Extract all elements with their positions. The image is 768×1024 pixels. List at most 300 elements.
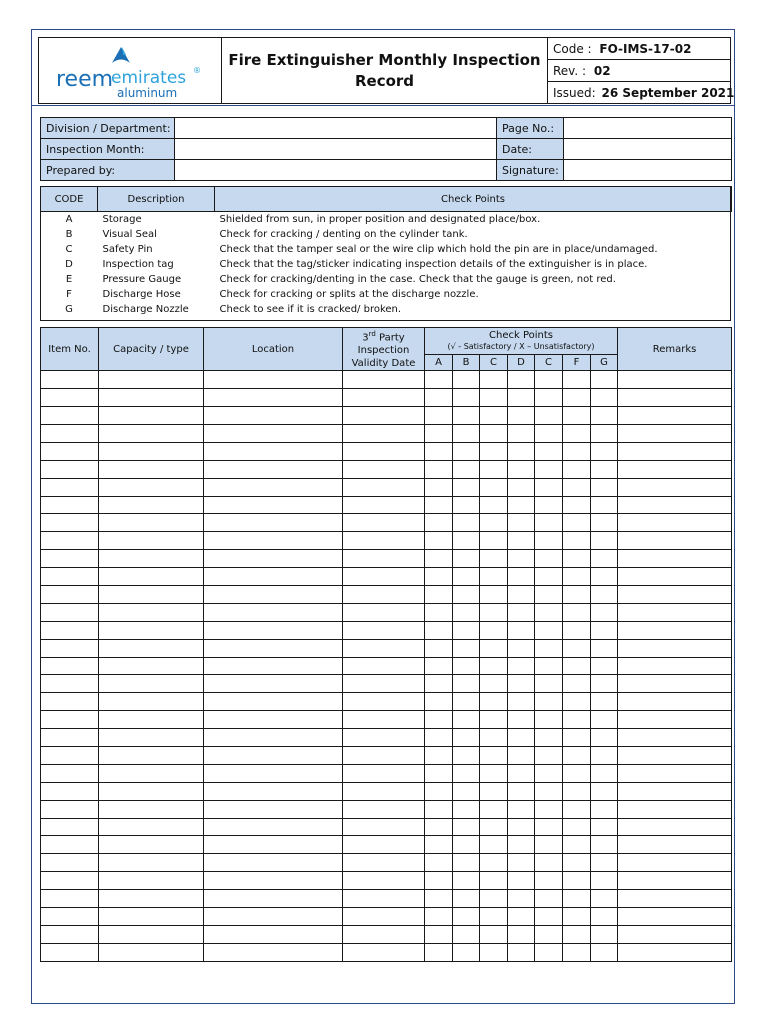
record-cell[interactable] <box>508 371 535 389</box>
record-cell[interactable] <box>480 854 508 872</box>
record-cell[interactable] <box>480 693 508 711</box>
record-cell[interactable] <box>508 639 535 657</box>
record-cell[interactable] <box>343 872 425 890</box>
record-cell[interactable] <box>343 854 425 872</box>
record-cell[interactable] <box>508 621 535 639</box>
record-cell[interactable] <box>425 782 453 800</box>
record-cell[interactable] <box>425 872 453 890</box>
record-cell[interactable] <box>204 872 343 890</box>
record-cell[interactable] <box>591 407 618 425</box>
record-cell[interactable] <box>453 586 480 604</box>
record-cell[interactable] <box>480 621 508 639</box>
record-cell[interactable] <box>535 514 563 532</box>
record-cell[interactable] <box>425 371 453 389</box>
record-cell[interactable] <box>425 586 453 604</box>
record-cell[interactable] <box>618 621 732 639</box>
record-cell[interactable] <box>343 371 425 389</box>
record-cell[interactable] <box>204 425 343 443</box>
record-cell[interactable] <box>535 371 563 389</box>
record-cell[interactable] <box>425 407 453 425</box>
record-cell[interactable] <box>343 675 425 693</box>
record-cell[interactable] <box>453 800 480 818</box>
record-cell[interactable] <box>99 496 204 514</box>
record-cell[interactable] <box>563 943 591 961</box>
record-cell[interactable] <box>99 925 204 943</box>
record-cell[interactable] <box>563 908 591 926</box>
record-cell[interactable] <box>563 532 591 550</box>
record-cell[interactable] <box>425 800 453 818</box>
record-cell[interactable] <box>453 496 480 514</box>
record-cell[interactable] <box>591 908 618 926</box>
record-cell[interactable] <box>204 514 343 532</box>
record-cell[interactable] <box>563 442 591 460</box>
record-cell[interactable] <box>618 586 732 604</box>
record-cell[interactable] <box>563 639 591 657</box>
record-cell[interactable] <box>425 836 453 854</box>
record-cell[interactable] <box>480 514 508 532</box>
record-cell[interactable] <box>453 711 480 729</box>
record-cell[interactable] <box>204 496 343 514</box>
record-cell[interactable] <box>563 389 591 407</box>
record-cell[interactable] <box>618 407 732 425</box>
record-cell[interactable] <box>41 782 99 800</box>
record-cell[interactable] <box>591 371 618 389</box>
record-cell[interactable] <box>425 514 453 532</box>
record-cell[interactable] <box>508 407 535 425</box>
record-cell[interactable] <box>618 568 732 586</box>
record-cell[interactable] <box>204 371 343 389</box>
record-cell[interactable] <box>343 782 425 800</box>
record-cell[interactable] <box>535 890 563 908</box>
record-cell[interactable] <box>563 586 591 604</box>
record-cell[interactable] <box>535 550 563 568</box>
record-cell[interactable] <box>343 550 425 568</box>
record-cell[interactable] <box>41 371 99 389</box>
record-cell[interactable] <box>618 371 732 389</box>
record-cell[interactable] <box>591 621 618 639</box>
record-cell[interactable] <box>99 764 204 782</box>
record-cell[interactable] <box>618 603 732 621</box>
record-cell[interactable] <box>535 442 563 460</box>
record-cell[interactable] <box>535 675 563 693</box>
record-cell[interactable] <box>343 711 425 729</box>
record-cell[interactable] <box>480 747 508 765</box>
record-cell[interactable] <box>535 407 563 425</box>
record-cell[interactable] <box>508 389 535 407</box>
record-cell[interactable] <box>591 693 618 711</box>
record-cell[interactable] <box>618 675 732 693</box>
record-cell[interactable] <box>535 872 563 890</box>
record-cell[interactable] <box>425 639 453 657</box>
record-cell[interactable] <box>204 908 343 926</box>
record-cell[interactable] <box>480 943 508 961</box>
record-cell[interactable] <box>563 371 591 389</box>
record-cell[interactable] <box>618 872 732 890</box>
record-cell[interactable] <box>508 675 535 693</box>
record-cell[interactable] <box>453 693 480 711</box>
record-cell[interactable] <box>563 496 591 514</box>
record-cell[interactable] <box>204 729 343 747</box>
record-cell[interactable] <box>99 943 204 961</box>
record-cell[interactable] <box>618 442 732 460</box>
record-cell[interactable] <box>618 925 732 943</box>
record-cell[interactable] <box>591 514 618 532</box>
record-cell[interactable] <box>204 603 343 621</box>
record-cell[interactable] <box>563 657 591 675</box>
record-cell[interactable] <box>535 854 563 872</box>
record-cell[interactable] <box>41 800 99 818</box>
record-cell[interactable] <box>563 925 591 943</box>
record-cell[interactable] <box>99 639 204 657</box>
record-cell[interactable] <box>99 818 204 836</box>
record-cell[interactable] <box>563 729 591 747</box>
record-cell[interactable] <box>618 550 732 568</box>
record-cell[interactable] <box>425 603 453 621</box>
record-cell[interactable] <box>535 425 563 443</box>
record-cell[interactable] <box>591 496 618 514</box>
record-cell[interactable] <box>453 603 480 621</box>
record-cell[interactable] <box>618 532 732 550</box>
record-cell[interactable] <box>41 908 99 926</box>
record-cell[interactable] <box>563 800 591 818</box>
record-cell[interactable] <box>508 550 535 568</box>
record-cell[interactable] <box>508 764 535 782</box>
record-cell[interactable] <box>99 568 204 586</box>
record-cell[interactable] <box>563 711 591 729</box>
record-cell[interactable] <box>99 675 204 693</box>
record-cell[interactable] <box>508 890 535 908</box>
record-cell[interactable] <box>453 442 480 460</box>
record-cell[interactable] <box>204 764 343 782</box>
record-cell[interactable] <box>535 693 563 711</box>
record-cell[interactable] <box>343 818 425 836</box>
record-cell[interactable] <box>99 514 204 532</box>
record-cell[interactable] <box>343 908 425 926</box>
record-cell[interactable] <box>508 478 535 496</box>
record-cell[interactable] <box>99 532 204 550</box>
record-cell[interactable] <box>41 389 99 407</box>
record-cell[interactable] <box>204 836 343 854</box>
record-cell[interactable] <box>204 782 343 800</box>
record-cell[interactable] <box>204 389 343 407</box>
record-cell[interactable] <box>591 657 618 675</box>
record-cell[interactable] <box>204 532 343 550</box>
record-cell[interactable] <box>563 621 591 639</box>
record-cell[interactable] <box>535 532 563 550</box>
record-cell[interactable] <box>425 854 453 872</box>
record-cell[interactable] <box>453 747 480 765</box>
record-cell[interactable] <box>425 532 453 550</box>
record-cell[interactable] <box>204 568 343 586</box>
record-cell[interactable] <box>99 389 204 407</box>
record-cell[interactable] <box>480 872 508 890</box>
record-cell[interactable] <box>535 389 563 407</box>
record-cell[interactable] <box>508 908 535 926</box>
record-cell[interactable] <box>591 389 618 407</box>
record-cell[interactable] <box>618 764 732 782</box>
record-cell[interactable] <box>99 586 204 604</box>
record-cell[interactable] <box>99 442 204 460</box>
record-cell[interactable] <box>343 586 425 604</box>
record-cell[interactable] <box>41 818 99 836</box>
record-cell[interactable] <box>99 425 204 443</box>
record-cell[interactable] <box>591 729 618 747</box>
record-cell[interactable] <box>535 925 563 943</box>
record-cell[interactable] <box>618 693 732 711</box>
record-cell[interactable] <box>41 693 99 711</box>
record-cell[interactable] <box>204 639 343 657</box>
record-cell[interactable] <box>425 568 453 586</box>
record-cell[interactable] <box>204 586 343 604</box>
record-cell[interactable] <box>343 693 425 711</box>
record-cell[interactable] <box>618 943 732 961</box>
record-cell[interactable] <box>41 890 99 908</box>
record-cell[interactable] <box>425 621 453 639</box>
record-cell[interactable] <box>453 621 480 639</box>
record-cell[interactable] <box>563 460 591 478</box>
record-cell[interactable] <box>204 675 343 693</box>
record-cell[interactable] <box>618 460 732 478</box>
record-cell[interactable] <box>480 550 508 568</box>
record-cell[interactable] <box>591 532 618 550</box>
record-cell[interactable] <box>618 639 732 657</box>
record-cell[interactable] <box>343 460 425 478</box>
record-cell[interactable] <box>204 460 343 478</box>
record-cell[interactable] <box>508 496 535 514</box>
record-cell[interactable] <box>591 478 618 496</box>
record-cell[interactable] <box>480 782 508 800</box>
record-cell[interactable] <box>591 747 618 765</box>
record-cell[interactable] <box>453 371 480 389</box>
record-cell[interactable] <box>343 389 425 407</box>
record-cell[interactable] <box>425 460 453 478</box>
record-cell[interactable] <box>535 568 563 586</box>
record-cell[interactable] <box>535 460 563 478</box>
record-cell[interactable] <box>535 908 563 926</box>
record-cell[interactable] <box>508 729 535 747</box>
record-cell[interactable] <box>480 442 508 460</box>
record-cell[interactable] <box>618 800 732 818</box>
record-cell[interactable] <box>618 747 732 765</box>
record-cell[interactable] <box>591 925 618 943</box>
record-cell[interactable] <box>591 568 618 586</box>
record-cell[interactable] <box>453 657 480 675</box>
record-cell[interactable] <box>563 818 591 836</box>
record-cell[interactable] <box>480 586 508 604</box>
record-cell[interactable] <box>591 800 618 818</box>
record-cell[interactable] <box>508 657 535 675</box>
record-cell[interactable] <box>343 943 425 961</box>
date-field[interactable] <box>564 139 732 160</box>
record-cell[interactable] <box>99 908 204 926</box>
record-cell[interactable] <box>563 478 591 496</box>
record-cell[interactable] <box>99 747 204 765</box>
record-cell[interactable] <box>480 478 508 496</box>
record-cell[interactable] <box>535 943 563 961</box>
record-cell[interactable] <box>480 603 508 621</box>
record-cell[interactable] <box>453 782 480 800</box>
prepared-by-field[interactable] <box>175 160 497 181</box>
record-cell[interactable] <box>41 514 99 532</box>
record-cell[interactable] <box>480 729 508 747</box>
record-cell[interactable] <box>204 890 343 908</box>
record-cell[interactable] <box>425 764 453 782</box>
record-cell[interactable] <box>453 407 480 425</box>
record-cell[interactable] <box>453 389 480 407</box>
record-cell[interactable] <box>535 747 563 765</box>
record-cell[interactable] <box>453 550 480 568</box>
record-cell[interactable] <box>41 872 99 890</box>
record-cell[interactable] <box>535 496 563 514</box>
record-cell[interactable] <box>99 550 204 568</box>
inspection-month-field[interactable] <box>175 139 497 160</box>
record-cell[interactable] <box>41 925 99 943</box>
record-cell[interactable] <box>204 657 343 675</box>
record-cell[interactable] <box>343 621 425 639</box>
record-cell[interactable] <box>41 442 99 460</box>
record-cell[interactable] <box>618 854 732 872</box>
record-cell[interactable] <box>508 460 535 478</box>
record-cell[interactable] <box>204 442 343 460</box>
record-cell[interactable] <box>618 657 732 675</box>
record-cell[interactable] <box>425 550 453 568</box>
record-cell[interactable] <box>618 389 732 407</box>
record-cell[interactable] <box>99 782 204 800</box>
record-cell[interactable] <box>508 425 535 443</box>
record-cell[interactable] <box>508 514 535 532</box>
record-cell[interactable] <box>453 532 480 550</box>
record-cell[interactable] <box>480 460 508 478</box>
record-cell[interactable] <box>508 854 535 872</box>
record-cell[interactable] <box>453 425 480 443</box>
record-cell[interactable] <box>591 854 618 872</box>
record-cell[interactable] <box>563 782 591 800</box>
record-cell[interactable] <box>535 818 563 836</box>
record-cell[interactable] <box>41 836 99 854</box>
record-cell[interactable] <box>343 890 425 908</box>
record-cell[interactable] <box>425 693 453 711</box>
record-cell[interactable] <box>480 890 508 908</box>
record-cell[interactable] <box>343 764 425 782</box>
record-cell[interactable] <box>343 836 425 854</box>
record-cell[interactable] <box>618 818 732 836</box>
record-cell[interactable] <box>591 425 618 443</box>
record-cell[interactable] <box>480 836 508 854</box>
record-cell[interactable] <box>99 657 204 675</box>
record-cell[interactable] <box>618 729 732 747</box>
record-cell[interactable] <box>480 711 508 729</box>
record-cell[interactable] <box>425 925 453 943</box>
record-cell[interactable] <box>480 407 508 425</box>
record-cell[interactable] <box>41 460 99 478</box>
record-cell[interactable] <box>99 693 204 711</box>
record-cell[interactable] <box>618 514 732 532</box>
record-cell[interactable] <box>453 890 480 908</box>
record-cell[interactable] <box>425 943 453 961</box>
record-cell[interactable] <box>41 747 99 765</box>
record-cell[interactable] <box>99 460 204 478</box>
record-cell[interactable] <box>563 550 591 568</box>
record-cell[interactable] <box>563 425 591 443</box>
record-cell[interactable] <box>563 747 591 765</box>
record-cell[interactable] <box>204 550 343 568</box>
record-cell[interactable] <box>453 639 480 657</box>
record-cell[interactable] <box>425 818 453 836</box>
record-cell[interactable] <box>41 657 99 675</box>
record-cell[interactable] <box>480 389 508 407</box>
record-cell[interactable] <box>480 908 508 926</box>
record-cell[interactable] <box>535 782 563 800</box>
record-cell[interactable] <box>563 568 591 586</box>
record-cell[interactable] <box>343 442 425 460</box>
record-cell[interactable] <box>453 925 480 943</box>
record-cell[interactable] <box>535 603 563 621</box>
record-cell[interactable] <box>591 836 618 854</box>
record-cell[interactable] <box>453 872 480 890</box>
record-cell[interactable] <box>99 407 204 425</box>
record-cell[interactable] <box>41 586 99 604</box>
record-cell[interactable] <box>453 460 480 478</box>
record-cell[interactable] <box>41 496 99 514</box>
record-cell[interactable] <box>425 675 453 693</box>
record-cell[interactable] <box>425 890 453 908</box>
record-cell[interactable] <box>480 764 508 782</box>
record-cell[interactable] <box>41 532 99 550</box>
record-cell[interactable] <box>480 496 508 514</box>
record-cell[interactable] <box>453 854 480 872</box>
record-cell[interactable] <box>508 442 535 460</box>
record-cell[interactable] <box>591 639 618 657</box>
record-cell[interactable] <box>41 675 99 693</box>
record-cell[interactable] <box>99 711 204 729</box>
record-cell[interactable] <box>591 675 618 693</box>
record-cell[interactable] <box>535 711 563 729</box>
record-cell[interactable] <box>508 943 535 961</box>
record-cell[interactable] <box>563 675 591 693</box>
record-cell[interactable] <box>425 442 453 460</box>
record-cell[interactable] <box>343 496 425 514</box>
record-cell[interactable] <box>41 603 99 621</box>
record-cell[interactable] <box>425 389 453 407</box>
record-cell[interactable] <box>535 478 563 496</box>
record-cell[interactable] <box>535 639 563 657</box>
record-cell[interactable] <box>99 478 204 496</box>
record-cell[interactable] <box>563 693 591 711</box>
record-cell[interactable] <box>535 764 563 782</box>
record-cell[interactable] <box>480 568 508 586</box>
record-cell[interactable] <box>563 603 591 621</box>
record-cell[interactable] <box>591 764 618 782</box>
record-cell[interactable] <box>204 621 343 639</box>
record-cell[interactable] <box>343 603 425 621</box>
record-cell[interactable] <box>99 872 204 890</box>
record-cell[interactable] <box>453 908 480 926</box>
record-cell[interactable] <box>204 925 343 943</box>
record-cell[interactable] <box>508 603 535 621</box>
record-cell[interactable] <box>618 496 732 514</box>
record-cell[interactable] <box>99 854 204 872</box>
record-cell[interactable] <box>425 747 453 765</box>
record-cell[interactable] <box>41 425 99 443</box>
record-cell[interactable] <box>508 747 535 765</box>
record-cell[interactable] <box>480 675 508 693</box>
record-cell[interactable] <box>618 782 732 800</box>
record-cell[interactable] <box>480 657 508 675</box>
record-cell[interactable] <box>563 514 591 532</box>
record-cell[interactable] <box>41 764 99 782</box>
record-cell[interactable] <box>99 836 204 854</box>
record-cell[interactable] <box>563 407 591 425</box>
